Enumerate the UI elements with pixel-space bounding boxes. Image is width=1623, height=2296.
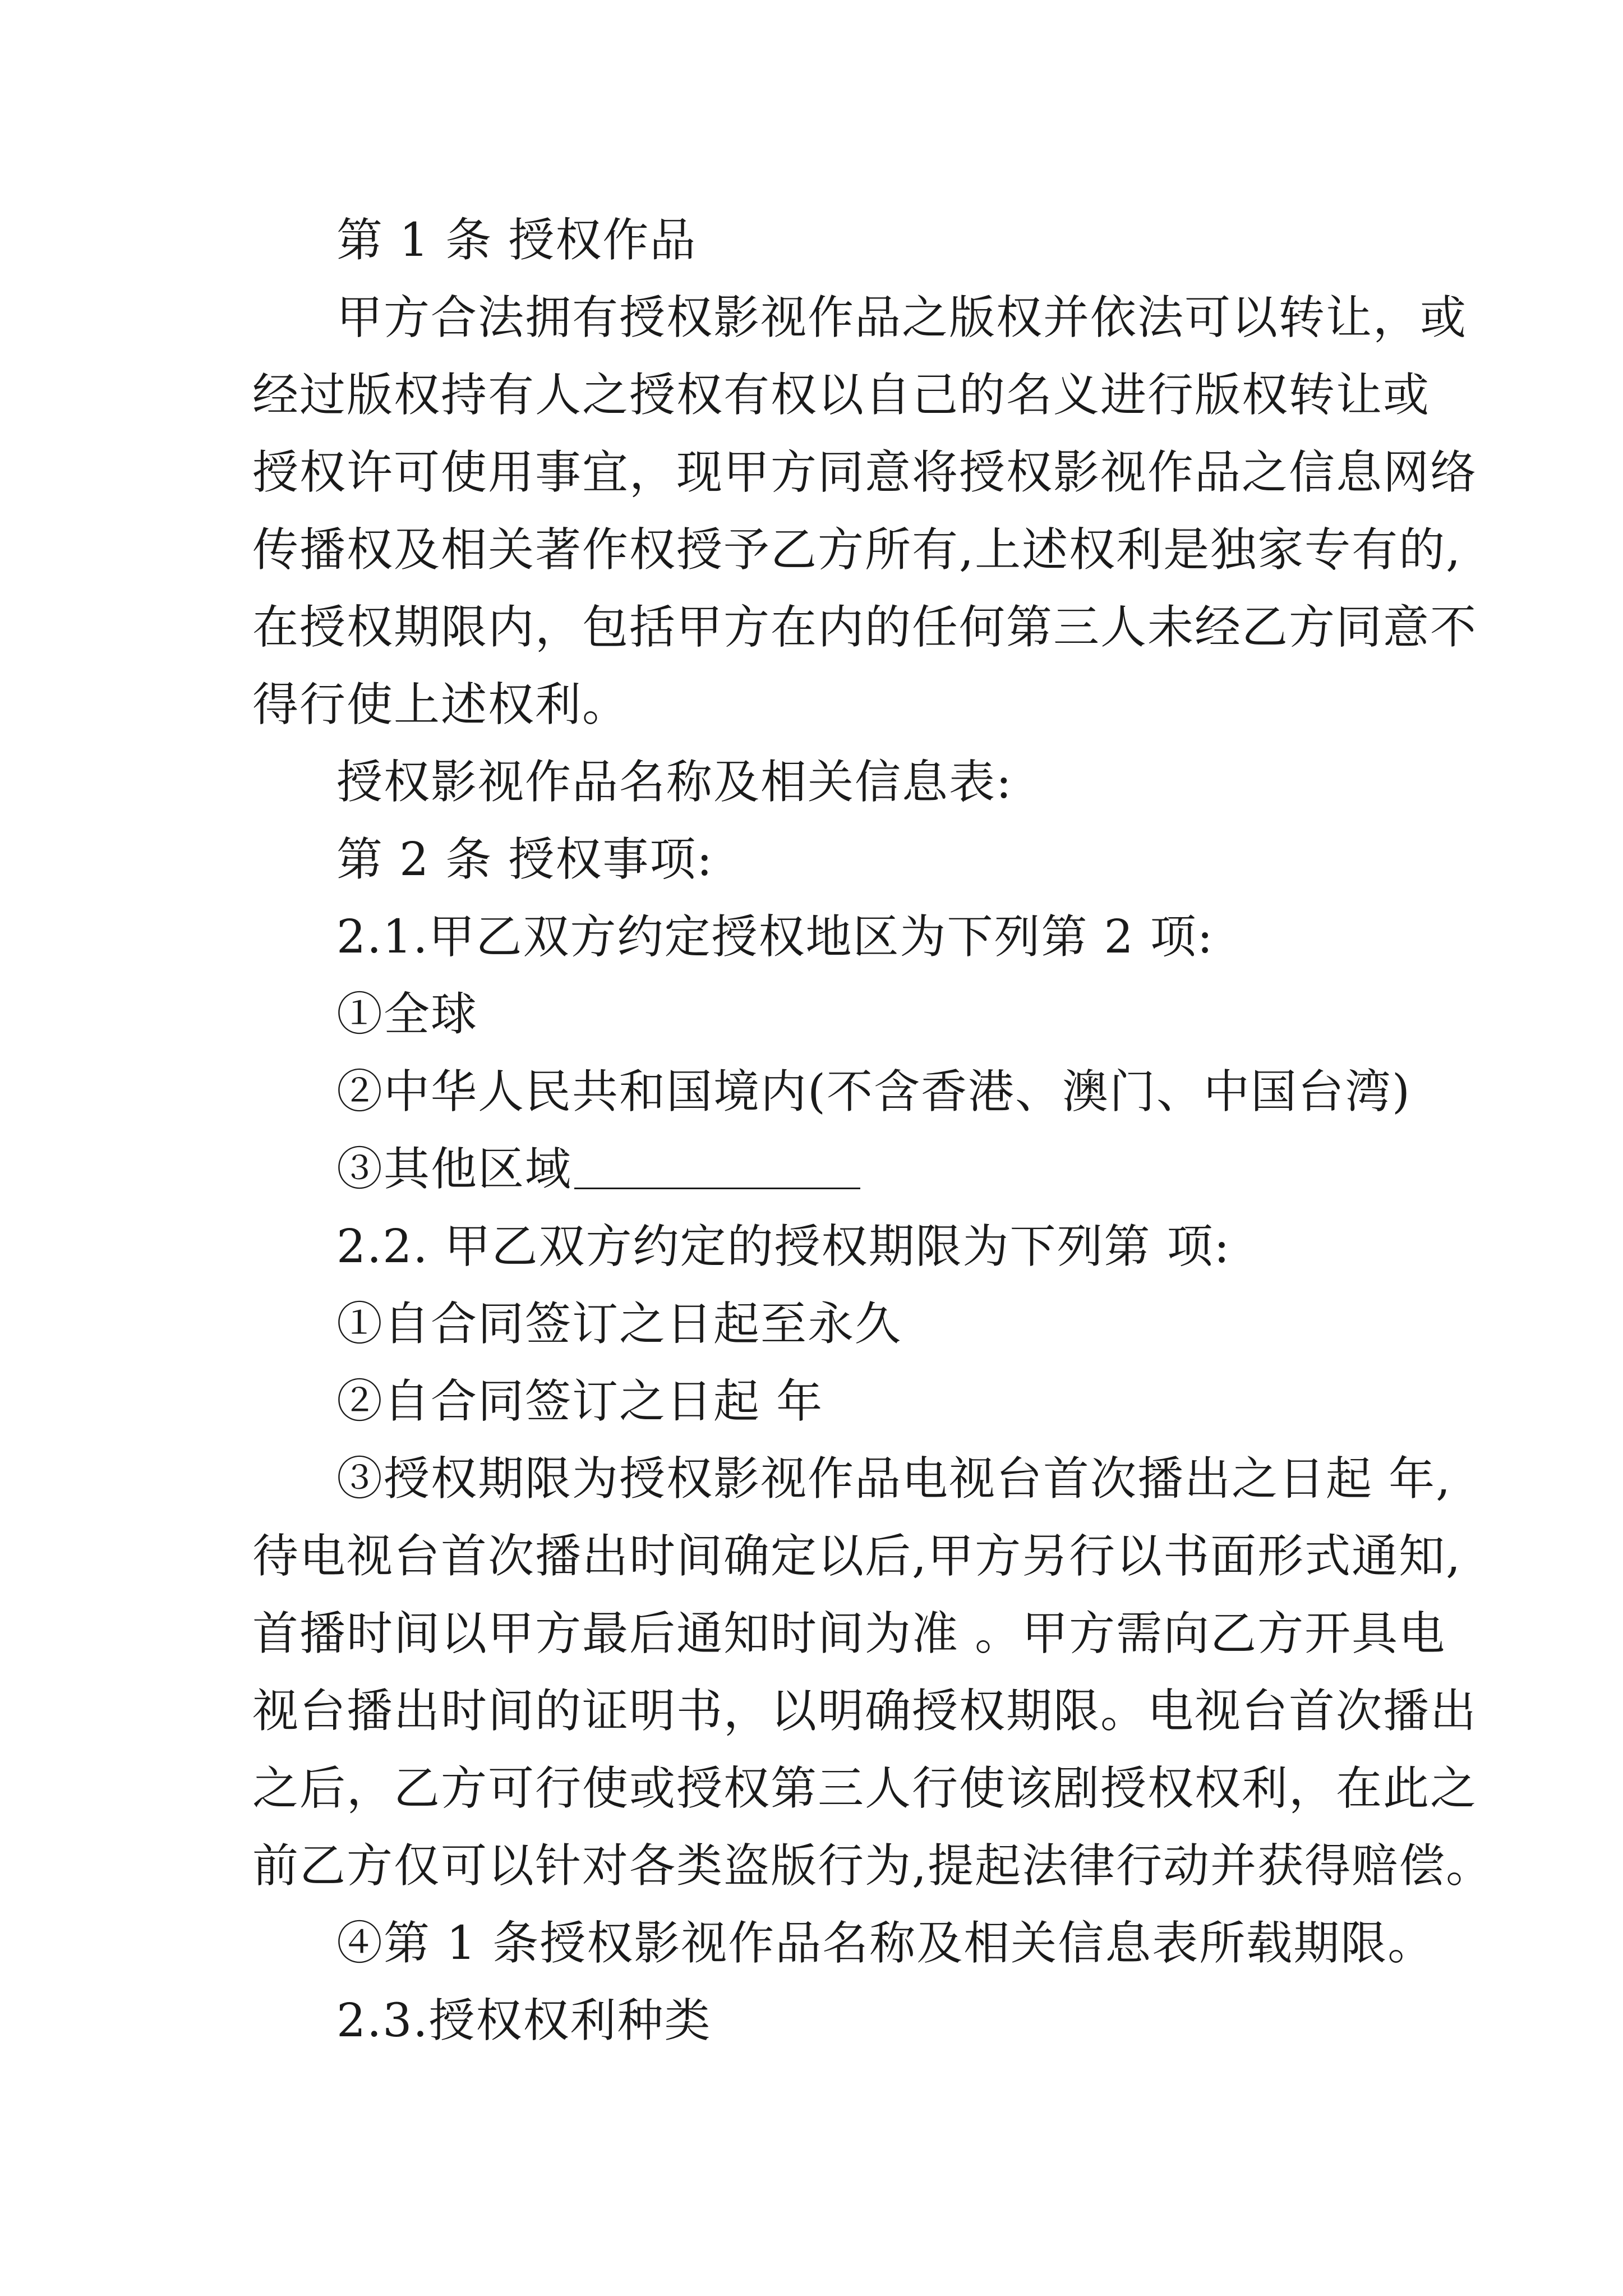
paragraph-line: 待电视台首次播出时间确定以后,甲方另行以书面形式通知, — [252, 1530, 1462, 1583]
option-item-other-region — [336, 1130, 860, 1209]
clause-2-2: 2.2. 甲乙双方约定的授权期限为下列第 项: — [336, 1220, 1231, 1273]
option-item: ①全球 — [336, 988, 478, 1041]
option-item: ④第 1 条授权影视作品名称及相关信息表所载期限。 — [336, 1917, 1435, 1970]
paragraph-line: 经过版权持有人之授权有权以自己的名义进行版权转让或 — [252, 369, 1431, 422]
article-2-heading: 第 2 条 授权事项: — [336, 833, 713, 886]
fill-in-blank-line — [574, 1143, 860, 1189]
info-table-caption: 授权影视作品名称及相关信息表: — [336, 756, 1013, 809]
clause-2-3: 2.3.授权权利种类 — [336, 1994, 712, 2047]
clause-2-1: 2.1.甲乙双方约定授权地区为下列第 2 项: — [336, 910, 1214, 964]
paragraph-line: 之后，乙方可行使或授权第三人行使该剧授权权利，在此之 — [252, 1762, 1478, 1815]
article-1-heading: 第 1 条 授权作品 — [336, 214, 697, 267]
option-item: ③授权期限为授权影视作品电视台首次播出之日起 年, — [336, 1452, 1452, 1506]
option-item: ②自合同签订之日起 年 — [336, 1375, 824, 1428]
option-item: ②中华人民共和国境内(不含香港、澳门、中国台湾) — [336, 1065, 1411, 1119]
paragraph-line: 首播时间以甲方最后通知时间为准 。甲方需向乙方开具电 — [252, 1607, 1446, 1660]
paragraph-line: 视台播出时间的证明书，以明确授权期限。电视台首次播出 — [252, 1685, 1478, 1738]
paragraph-line: 得行使上述权利。 — [252, 678, 630, 731]
paragraph-line: 前乙方仅可以针对各类盗版行为,提起法律行动并获得赔偿。 — [252, 1839, 1493, 1893]
paragraph-line: 传播权及相关著作权授予乙方所有,上述权利是独家专有的, — [252, 523, 1462, 577]
option-text: ③其他区域 — [336, 1143, 573, 1196]
paragraph-line: 在授权期限内，包括甲方在内的任何第三人未经乙方同意不 — [252, 601, 1478, 654]
paragraph-line: 甲方合法拥有授权影视作品之版权并依法可以转让，或 — [336, 291, 1468, 344]
option-item: ①自合同签订之日起至永久 — [336, 1297, 902, 1351]
paragraph-line: 授权许可使用事宜，现甲方同意将授权影视作品之信息网络 — [252, 446, 1478, 499]
